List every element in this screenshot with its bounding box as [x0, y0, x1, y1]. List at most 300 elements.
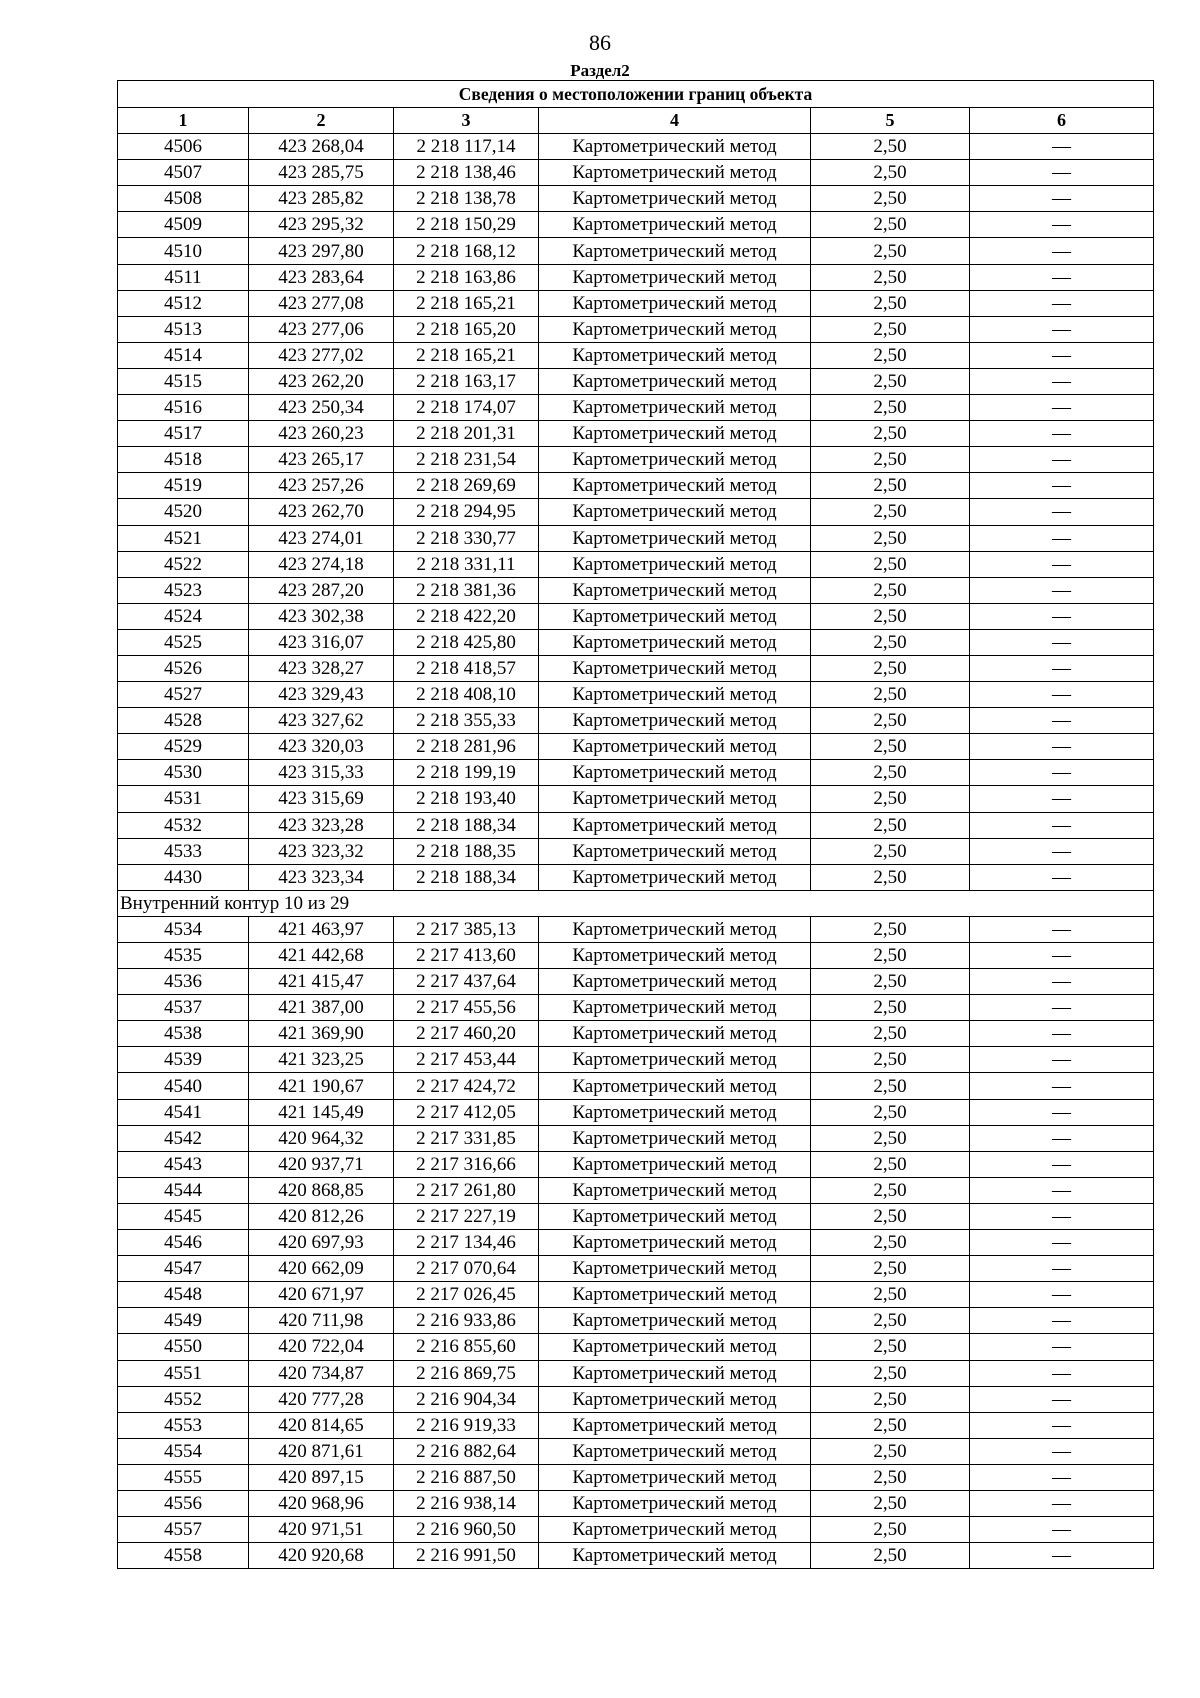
y-coordinate-cell: 2 218 355,33 [394, 708, 539, 734]
description-cell: — [970, 1386, 1154, 1412]
point-number-cell: 4510 [118, 238, 249, 264]
table-row [118, 212, 1154, 238]
x-coordinate-cell: 423 274,18 [249, 551, 394, 577]
page-number: 86 [589, 30, 611, 55]
y-coordinate-cell: 2 217 455,56 [394, 995, 539, 1021]
point-number-cell: 4506 [118, 134, 249, 160]
accuracy-cell: 2,50 [811, 1073, 970, 1099]
method-cell: Картометрический метод [539, 473, 811, 499]
contour-row [118, 890, 1154, 916]
description-cell: — [970, 603, 1154, 629]
y-coordinate-cell: 2 216 887,50 [394, 1464, 539, 1490]
table-row [118, 1099, 1154, 1125]
x-coordinate-cell: 423 323,28 [249, 812, 394, 838]
table-row [118, 447, 1154, 473]
x-coordinate-cell: 421 190,67 [249, 1073, 394, 1099]
accuracy-cell: 2,50 [811, 395, 970, 421]
description-cell: — [970, 1360, 1154, 1386]
x-coordinate-cell: 423 328,27 [249, 655, 394, 681]
x-coordinate-cell: 420 777,28 [249, 1386, 394, 1412]
table-caption-row [118, 81, 1154, 108]
x-coordinate-cell: 420 968,96 [249, 1490, 394, 1516]
description-cell: — [970, 421, 1154, 447]
description-cell: — [970, 342, 1154, 368]
column-header-row [118, 108, 1154, 134]
method-cell: Картометрический метод [539, 1151, 811, 1177]
x-coordinate-cell: 423 268,04 [249, 134, 394, 160]
table-row [118, 186, 1154, 212]
method-cell: Картометрический метод [539, 1490, 811, 1516]
method-cell: Картометрический метод [539, 186, 811, 212]
description-cell: — [970, 134, 1154, 160]
table-row [118, 603, 1154, 629]
method-cell: Картометрический метод [539, 264, 811, 290]
table-row [118, 708, 1154, 734]
description-cell: — [970, 1099, 1154, 1125]
table-row [118, 864, 1154, 890]
point-number-cell: 4518 [118, 447, 249, 473]
y-coordinate-cell: 2 217 453,44 [394, 1047, 539, 1073]
point-number-cell: 4529 [118, 734, 249, 760]
accuracy-cell: 2,50 [811, 1412, 970, 1438]
accuracy-cell: 2,50 [811, 1230, 970, 1256]
y-coordinate-cell: 2 218 188,35 [394, 838, 539, 864]
description-cell: — [970, 447, 1154, 473]
y-coordinate-cell: 2 216 882,64 [394, 1438, 539, 1464]
description-cell: — [970, 1543, 1154, 1569]
method-cell: Картометрический метод [539, 682, 811, 708]
y-coordinate-cell: 2 218 294,95 [394, 499, 539, 525]
y-coordinate-cell: 2 216 919,33 [394, 1412, 539, 1438]
accuracy-cell: 2,50 [811, 186, 970, 212]
point-number-cell: 4430 [118, 864, 249, 890]
description-cell: — [970, 1021, 1154, 1047]
table-row [118, 1412, 1154, 1438]
table-row [118, 969, 1154, 995]
table-row [118, 760, 1154, 786]
point-number-cell: 4548 [118, 1282, 249, 1308]
accuracy-cell: 2,50 [811, 577, 970, 603]
coordinates-table [117, 80, 1154, 1569]
y-coordinate-cell: 2 217 261,80 [394, 1177, 539, 1203]
y-coordinate-cell: 2 217 460,20 [394, 1021, 539, 1047]
y-coordinate-cell: 2 217 424,72 [394, 1073, 539, 1099]
x-coordinate-cell: 423 320,03 [249, 734, 394, 760]
table-row [118, 1125, 1154, 1151]
point-number-cell: 4545 [118, 1203, 249, 1229]
method-cell: Картометрический метод [539, 995, 811, 1021]
table-row [118, 1047, 1154, 1073]
method-cell: Картометрический метод [539, 1256, 811, 1282]
method-cell: Картометрический метод [539, 1517, 811, 1543]
method-cell: Картометрический метод [539, 1386, 811, 1412]
point-number-cell: 4553 [118, 1412, 249, 1438]
accuracy-cell: 2,50 [811, 943, 970, 969]
point-number-cell: 4525 [118, 629, 249, 655]
accuracy-cell: 2,50 [811, 212, 970, 238]
table-row [118, 525, 1154, 551]
method-cell: Картометрический метод [539, 395, 811, 421]
table-row [118, 655, 1154, 681]
accuracy-cell: 2,50 [811, 864, 970, 890]
table-row [118, 160, 1154, 186]
method-cell: Картометрический метод [539, 577, 811, 603]
y-coordinate-cell: 2 218 138,46 [394, 160, 539, 186]
y-coordinate-cell: 2 216 960,50 [394, 1517, 539, 1543]
method-cell: Картометрический метод [539, 629, 811, 655]
point-number-cell: 4516 [118, 395, 249, 421]
accuracy-cell: 2,50 [811, 551, 970, 577]
x-coordinate-cell: 423 277,06 [249, 316, 394, 342]
y-coordinate-cell: 2 217 227,19 [394, 1203, 539, 1229]
accuracy-cell: 2,50 [811, 447, 970, 473]
description-cell: — [970, 708, 1154, 734]
y-coordinate-cell: 2 218 174,07 [394, 395, 539, 421]
table-row [118, 134, 1154, 160]
x-coordinate-cell: 420 920,68 [249, 1543, 394, 1569]
accuracy-cell: 2,50 [811, 916, 970, 942]
table-row [118, 290, 1154, 316]
y-coordinate-cell: 2 217 413,60 [394, 943, 539, 969]
table-row [118, 1490, 1154, 1516]
table-row [118, 995, 1154, 1021]
accuracy-cell: 2,50 [811, 1543, 970, 1569]
method-cell: Картометрический метод [539, 290, 811, 316]
point-number-cell: 4528 [118, 708, 249, 734]
x-coordinate-cell: 423 329,43 [249, 682, 394, 708]
description-cell: — [970, 368, 1154, 394]
x-coordinate-cell: 423 262,70 [249, 499, 394, 525]
point-number-cell: 4536 [118, 969, 249, 995]
y-coordinate-cell: 2 217 070,64 [394, 1256, 539, 1282]
accuracy-cell: 2,50 [811, 708, 970, 734]
description-cell: — [970, 812, 1154, 838]
point-number-cell: 4537 [118, 995, 249, 1021]
description-cell: — [970, 1073, 1154, 1099]
point-number-cell: 4550 [118, 1334, 249, 1360]
y-coordinate-cell: 2 218 188,34 [394, 864, 539, 890]
method-cell: Картометрический метод [539, 1360, 811, 1386]
method-cell: Картометрический метод [539, 1543, 811, 1569]
point-number-cell: 4540 [118, 1073, 249, 1099]
description-cell: — [970, 316, 1154, 342]
column-header: 6 [970, 108, 1154, 134]
x-coordinate-cell: 423 327,62 [249, 708, 394, 734]
table-row [118, 395, 1154, 421]
x-coordinate-cell: 423 315,69 [249, 786, 394, 812]
y-coordinate-cell: 2 218 165,21 [394, 342, 539, 368]
table-row [118, 238, 1154, 264]
point-number-cell: 4512 [118, 290, 249, 316]
description-cell: — [970, 551, 1154, 577]
method-cell: Картометрический метод [539, 1099, 811, 1125]
method-cell: Картометрический метод [539, 864, 811, 890]
x-coordinate-cell: 423 315,33 [249, 760, 394, 786]
table-row [118, 316, 1154, 342]
description-cell: — [970, 1151, 1154, 1177]
description-cell: — [970, 1282, 1154, 1308]
point-number-cell: 4558 [118, 1543, 249, 1569]
x-coordinate-cell: 420 711,98 [249, 1308, 394, 1334]
method-cell: Картометрический метод [539, 786, 811, 812]
accuracy-cell: 2,50 [811, 1282, 970, 1308]
y-coordinate-cell: 2 218 281,96 [394, 734, 539, 760]
y-coordinate-cell: 2 217 331,85 [394, 1125, 539, 1151]
method-cell: Картометрический метод [539, 760, 811, 786]
table-row [118, 812, 1154, 838]
column-header: 1 [118, 108, 249, 134]
table-row [118, 1203, 1154, 1229]
point-number-cell: 4530 [118, 760, 249, 786]
method-cell: Картометрический метод [539, 499, 811, 525]
y-coordinate-cell: 2 216 869,75 [394, 1360, 539, 1386]
accuracy-cell: 2,50 [811, 342, 970, 368]
point-number-cell: 4522 [118, 551, 249, 577]
x-coordinate-cell: 423 316,07 [249, 629, 394, 655]
accuracy-cell: 2,50 [811, 812, 970, 838]
x-coordinate-cell: 423 297,80 [249, 238, 394, 264]
y-coordinate-cell: 2 218 425,80 [394, 629, 539, 655]
column-header: 3 [394, 108, 539, 134]
point-number-cell: 4533 [118, 838, 249, 864]
x-coordinate-cell: 420 971,51 [249, 1517, 394, 1543]
table-body [118, 134, 1154, 1569]
x-coordinate-cell: 423 277,02 [249, 342, 394, 368]
y-coordinate-cell: 2 217 316,66 [394, 1151, 539, 1177]
section-title: Раздел2 [570, 61, 630, 80]
accuracy-cell: 2,50 [811, 682, 970, 708]
method-cell: Картометрический метод [539, 1464, 811, 1490]
column-header: 2 [249, 108, 394, 134]
method-cell: Картометрический метод [539, 655, 811, 681]
table-row [118, 786, 1154, 812]
x-coordinate-cell: 423 250,34 [249, 395, 394, 421]
method-cell: Картометрический метод [539, 838, 811, 864]
x-coordinate-cell: 420 662,09 [249, 1256, 394, 1282]
x-coordinate-cell: 421 145,49 [249, 1099, 394, 1125]
description-cell: — [970, 1412, 1154, 1438]
accuracy-cell: 2,50 [811, 368, 970, 394]
description-cell: — [970, 734, 1154, 760]
table-row [118, 1282, 1154, 1308]
method-cell: Картометрический метод [539, 1412, 811, 1438]
x-coordinate-cell: 420 697,93 [249, 1230, 394, 1256]
method-cell: Картометрический метод [539, 342, 811, 368]
method-cell: Картометрический метод [539, 916, 811, 942]
method-cell: Картометрический метод [539, 708, 811, 734]
accuracy-cell: 2,50 [811, 316, 970, 342]
y-coordinate-cell: 2 218 165,21 [394, 290, 539, 316]
description-cell: — [970, 943, 1154, 969]
contour-label: Внутренний контур 10 из 29 [118, 890, 1154, 916]
accuracy-cell: 2,50 [811, 734, 970, 760]
accuracy-cell: 2,50 [811, 1256, 970, 1282]
point-number-cell: 4531 [118, 786, 249, 812]
table-row [118, 682, 1154, 708]
y-coordinate-cell: 2 216 991,50 [394, 1543, 539, 1569]
y-coordinate-cell: 2 218 117,14 [394, 134, 539, 160]
accuracy-cell: 2,50 [811, 1099, 970, 1125]
point-number-cell: 4551 [118, 1360, 249, 1386]
point-number-cell: 4554 [118, 1438, 249, 1464]
accuracy-cell: 2,50 [811, 1308, 970, 1334]
x-coordinate-cell: 423 323,32 [249, 838, 394, 864]
accuracy-cell: 2,50 [811, 499, 970, 525]
x-coordinate-cell: 423 283,64 [249, 264, 394, 290]
point-number-cell: 4552 [118, 1386, 249, 1412]
method-cell: Картометрический метод [539, 1047, 811, 1073]
method-cell: Картометрический метод [539, 160, 811, 186]
accuracy-cell: 2,50 [811, 473, 970, 499]
accuracy-cell: 2,50 [811, 1438, 970, 1464]
y-coordinate-cell: 2 218 422,20 [394, 603, 539, 629]
x-coordinate-cell: 423 274,01 [249, 525, 394, 551]
table-row [118, 342, 1154, 368]
y-coordinate-cell: 2 218 201,31 [394, 421, 539, 447]
description-cell: — [970, 838, 1154, 864]
table-row [118, 1256, 1154, 1282]
table-row [118, 368, 1154, 394]
description-cell: — [970, 264, 1154, 290]
y-coordinate-cell: 2 218 193,40 [394, 786, 539, 812]
accuracy-cell: 2,50 [811, 525, 970, 551]
table-row [118, 1177, 1154, 1203]
y-coordinate-cell: 2 217 134,46 [394, 1230, 539, 1256]
x-coordinate-cell: 423 302,38 [249, 603, 394, 629]
table-row [118, 1073, 1154, 1099]
point-number-cell: 4546 [118, 1230, 249, 1256]
y-coordinate-cell: 2 216 855,60 [394, 1334, 539, 1360]
accuracy-cell: 2,50 [811, 1177, 970, 1203]
x-coordinate-cell: 420 897,15 [249, 1464, 394, 1490]
x-coordinate-cell: 423 262,20 [249, 368, 394, 394]
description-cell: — [970, 629, 1154, 655]
method-cell: Картометрический метод [539, 1203, 811, 1229]
table-row [118, 1360, 1154, 1386]
description-cell: — [970, 655, 1154, 681]
point-number-cell: 4521 [118, 525, 249, 551]
accuracy-cell: 2,50 [811, 1490, 970, 1516]
column-header: 4 [539, 108, 811, 134]
accuracy-cell: 2,50 [811, 969, 970, 995]
point-number-cell: 4526 [118, 655, 249, 681]
table-row [118, 1230, 1154, 1256]
y-coordinate-cell: 2 218 418,57 [394, 655, 539, 681]
method-cell: Картометрический метод [539, 447, 811, 473]
y-coordinate-cell: 2 216 938,14 [394, 1490, 539, 1516]
accuracy-cell: 2,50 [811, 421, 970, 447]
x-coordinate-cell: 421 387,00 [249, 995, 394, 1021]
x-coordinate-cell: 420 734,87 [249, 1360, 394, 1386]
description-cell: — [970, 212, 1154, 238]
table-row [118, 1151, 1154, 1177]
y-coordinate-cell: 2 218 168,12 [394, 238, 539, 264]
accuracy-cell: 2,50 [811, 1047, 970, 1073]
accuracy-cell: 2,50 [811, 134, 970, 160]
point-number-cell: 4556 [118, 1490, 249, 1516]
point-number-cell: 4543 [118, 1151, 249, 1177]
point-number-cell: 4517 [118, 421, 249, 447]
description-cell: — [970, 1177, 1154, 1203]
description-cell: — [970, 1308, 1154, 1334]
y-coordinate-cell: 2 216 933,86 [394, 1308, 539, 1334]
table-row [118, 264, 1154, 290]
table-row [118, 473, 1154, 499]
point-number-cell: 4514 [118, 342, 249, 368]
description-cell: — [970, 969, 1154, 995]
x-coordinate-cell: 423 257,26 [249, 473, 394, 499]
x-coordinate-cell: 420 812,26 [249, 1203, 394, 1229]
x-coordinate-cell: 420 814,65 [249, 1412, 394, 1438]
accuracy-cell: 2,50 [811, 603, 970, 629]
description-cell: — [970, 1334, 1154, 1360]
y-coordinate-cell: 2 218 199,19 [394, 760, 539, 786]
point-number-cell: 4538 [118, 1021, 249, 1047]
table-row [118, 577, 1154, 603]
x-coordinate-cell: 423 295,32 [249, 212, 394, 238]
x-coordinate-cell: 420 671,97 [249, 1282, 394, 1308]
x-coordinate-cell: 420 722,04 [249, 1334, 394, 1360]
accuracy-cell: 2,50 [811, 1517, 970, 1543]
table-row [118, 943, 1154, 969]
point-number-cell: 4520 [118, 499, 249, 525]
method-cell: Картометрический метод [539, 238, 811, 264]
y-coordinate-cell: 2 217 412,05 [394, 1099, 539, 1125]
description-cell: — [970, 864, 1154, 890]
accuracy-cell: 2,50 [811, 1151, 970, 1177]
accuracy-cell: 2,50 [811, 1360, 970, 1386]
description-cell: — [970, 1230, 1154, 1256]
y-coordinate-cell: 2 218 138,78 [394, 186, 539, 212]
point-number-cell: 4524 [118, 603, 249, 629]
method-cell: Картометрический метод [539, 969, 811, 995]
method-cell: Картометрический метод [539, 1282, 811, 1308]
x-coordinate-cell: 421 369,90 [249, 1021, 394, 1047]
method-cell: Картометрический метод [539, 212, 811, 238]
description-cell: — [970, 1203, 1154, 1229]
point-number-cell: 4509 [118, 212, 249, 238]
y-coordinate-cell: 2 218 163,86 [394, 264, 539, 290]
method-cell: Картометрический метод [539, 812, 811, 838]
accuracy-cell: 2,50 [811, 290, 970, 316]
accuracy-cell: 2,50 [811, 995, 970, 1021]
table-row [118, 734, 1154, 760]
accuracy-cell: 2,50 [811, 1386, 970, 1412]
x-coordinate-cell: 423 285,75 [249, 160, 394, 186]
description-cell: — [970, 395, 1154, 421]
y-coordinate-cell: 2 217 385,13 [394, 916, 539, 942]
y-coordinate-cell: 2 217 026,45 [394, 1282, 539, 1308]
x-coordinate-cell: 420 871,61 [249, 1438, 394, 1464]
table-row [118, 1464, 1154, 1490]
y-coordinate-cell: 2 217 437,64 [394, 969, 539, 995]
x-coordinate-cell: 423 277,08 [249, 290, 394, 316]
accuracy-cell: 2,50 [811, 1203, 970, 1229]
y-coordinate-cell: 2 218 165,20 [394, 316, 539, 342]
point-number-cell: 4523 [118, 577, 249, 603]
accuracy-cell: 2,50 [811, 760, 970, 786]
method-cell: Картометрический метод [539, 421, 811, 447]
method-cell: Картометрический метод [539, 368, 811, 394]
y-coordinate-cell: 2 218 381,36 [394, 577, 539, 603]
table-row [118, 1308, 1154, 1334]
point-number-cell: 4539 [118, 1047, 249, 1073]
accuracy-cell: 2,50 [811, 238, 970, 264]
point-number-cell: 4541 [118, 1099, 249, 1125]
point-number-cell: 4542 [118, 1125, 249, 1151]
table-row [118, 1543, 1154, 1569]
table-row [118, 1386, 1154, 1412]
